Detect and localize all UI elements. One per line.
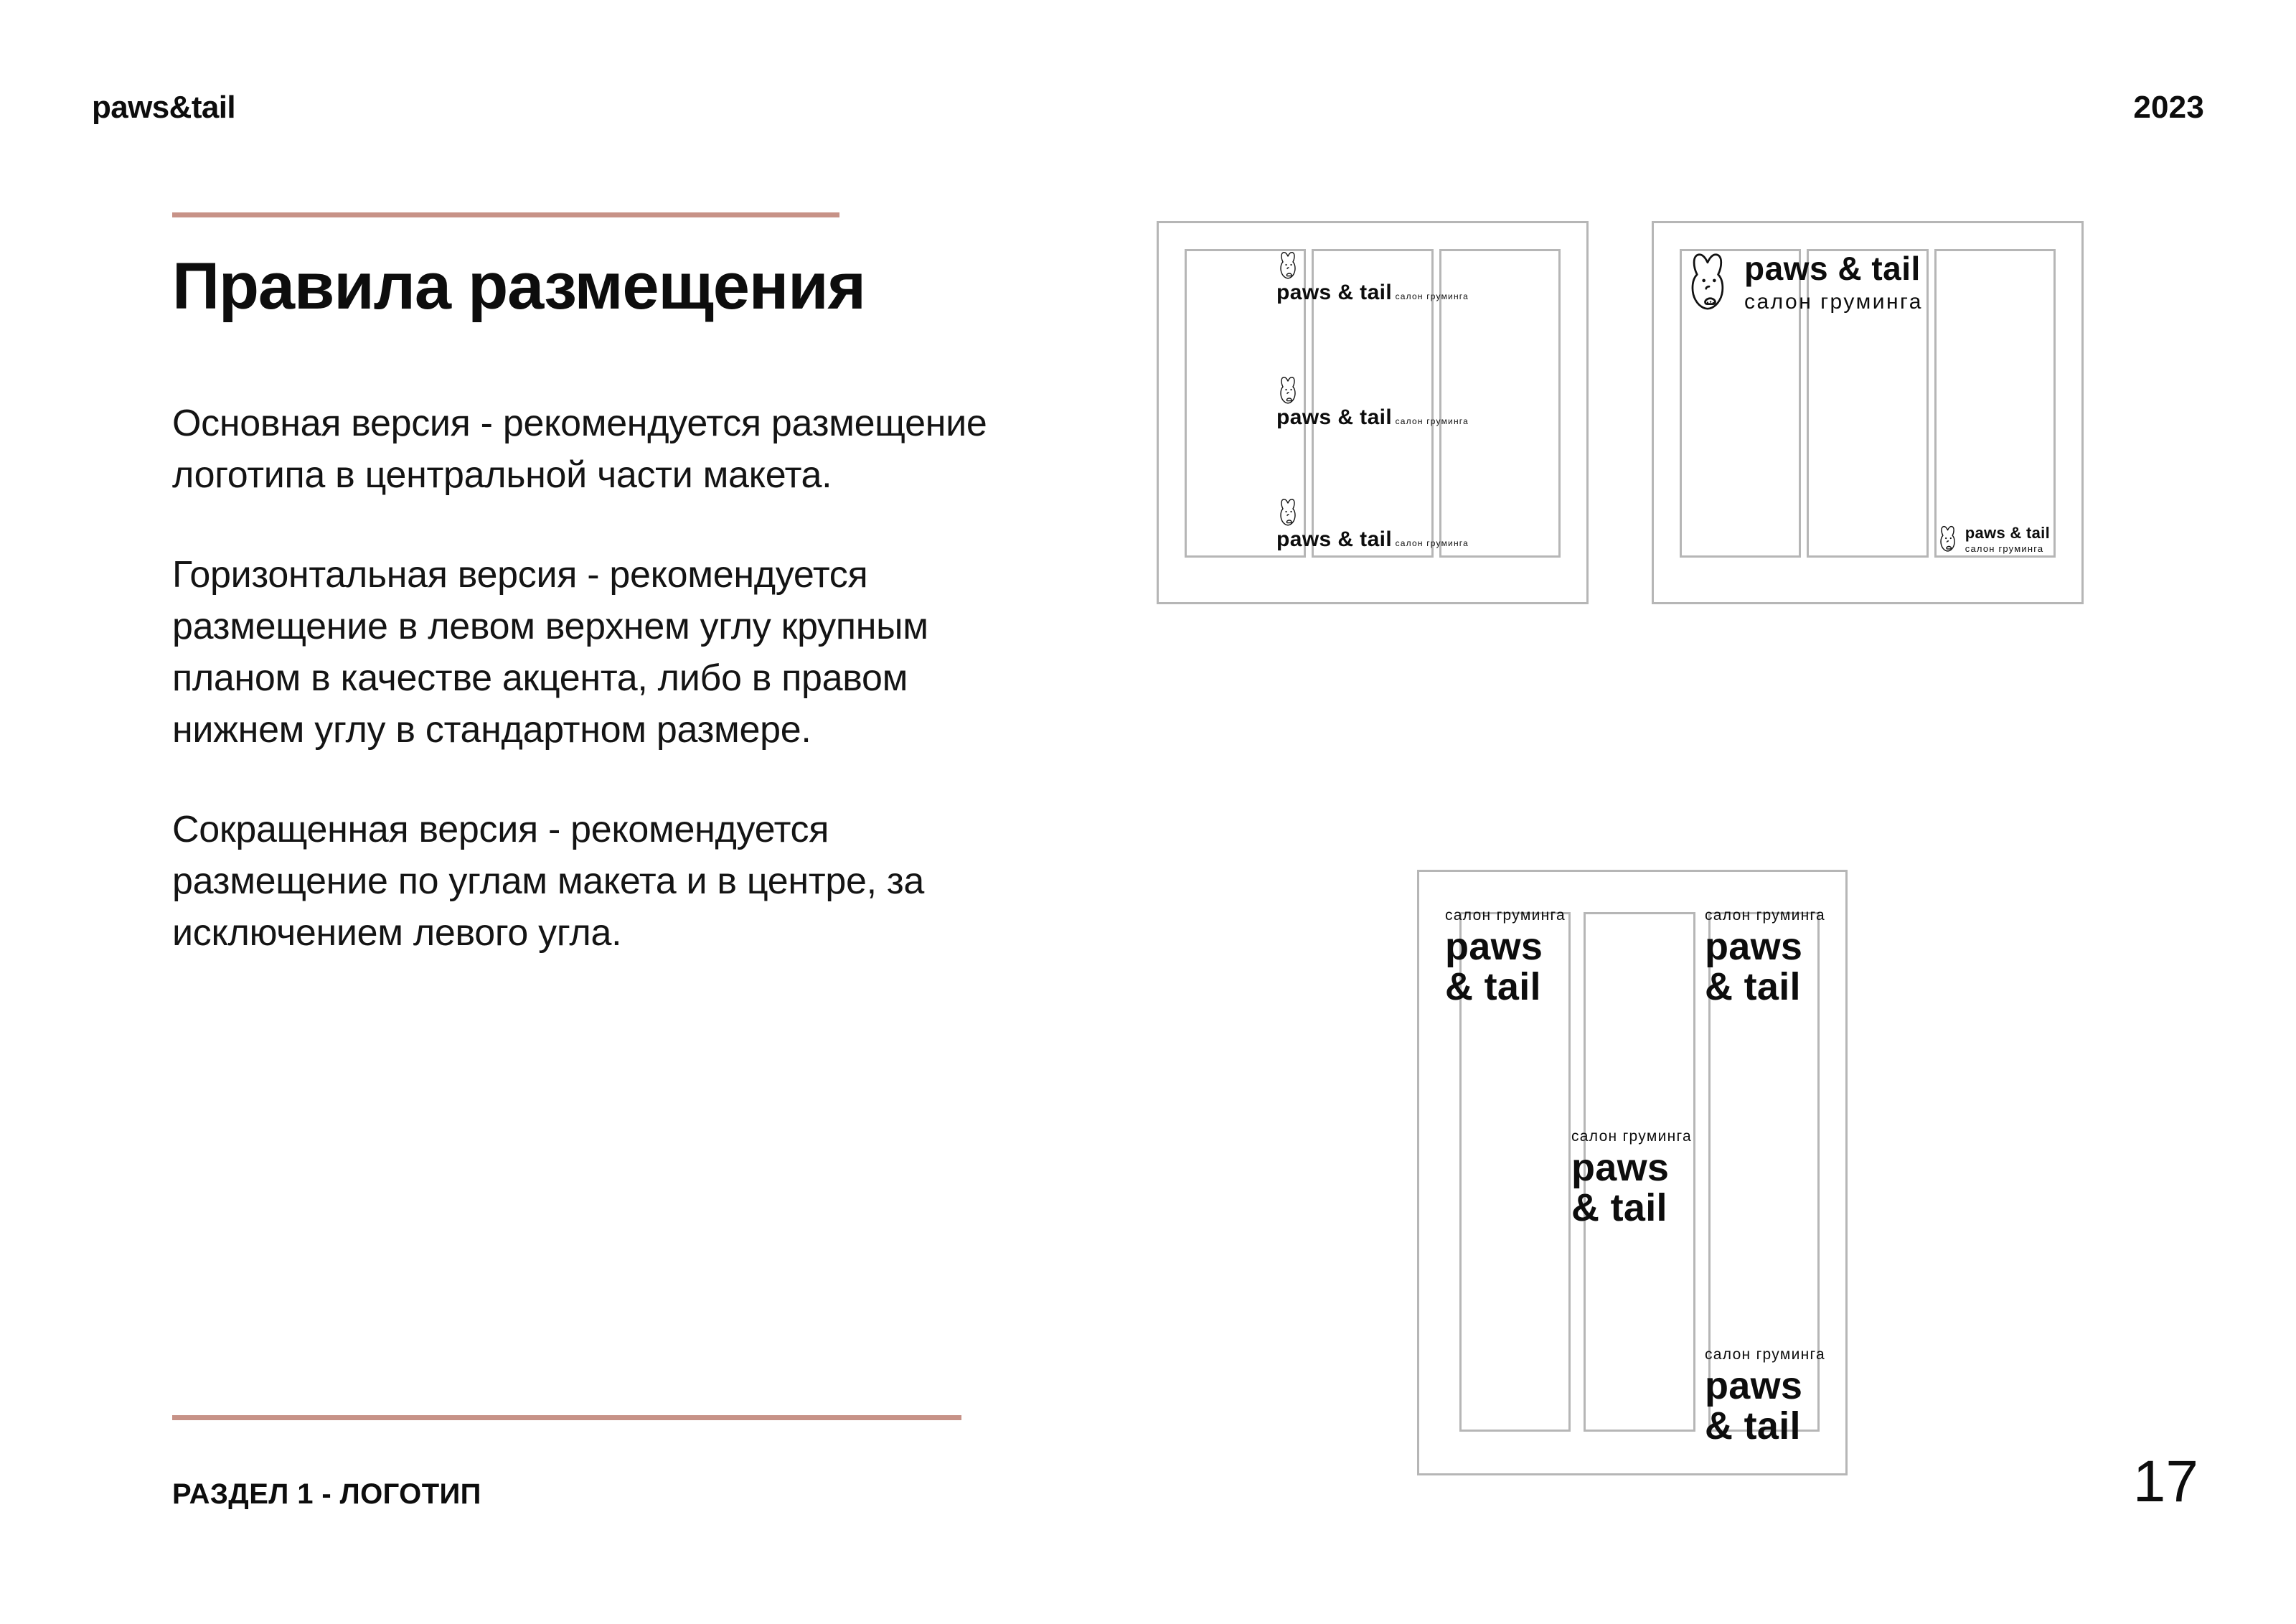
mockup-panel-compact-version bbox=[1417, 870, 1848, 1475]
logo-wordmark: paws & tail bbox=[1965, 523, 2050, 542]
logo-tagline: салон груминга bbox=[1395, 416, 1469, 426]
logo-tagline: салон груминга bbox=[1571, 1128, 1692, 1145]
logo-wordmark: paws & tail bbox=[1276, 405, 1393, 429]
logo-tagline: салон груминга bbox=[1965, 543, 2044, 554]
paragraph-primary-version: Основная версия - рекомендуется размещение логотипа в центральной части макета. bbox=[172, 402, 987, 496]
brand-mark: paws&tail bbox=[92, 90, 235, 125]
layout-column bbox=[1312, 249, 1433, 558]
logo-wordmark: paws & tail bbox=[1744, 249, 1921, 287]
logo-tagline: салон груминга bbox=[1395, 538, 1469, 548]
logo-wordmark-line-2: & tail bbox=[1445, 965, 1541, 1009]
layout-column bbox=[1708, 912, 1820, 1432]
logo-wordmark: paws & tail bbox=[1276, 281, 1393, 304]
logo-wordmark-line-2: & tail bbox=[1705, 1404, 1801, 1448]
layout-column bbox=[1459, 912, 1571, 1432]
footer-divider-rule bbox=[172, 1415, 961, 1420]
mockup-panel-horizontal-version bbox=[1652, 221, 2084, 604]
logo-wordmark-line-1: paws bbox=[1445, 925, 1543, 968]
layout-column bbox=[1584, 912, 1695, 1432]
paragraph-horizontal-version: Горизонтальная версия - рекомендуется размещение в левом верхнем углу крупным планом в качестве акцента, либо в правом нижнем углу в стандартном размере. bbox=[172, 554, 928, 751]
year-label: 2023 bbox=[2133, 90, 2204, 125]
layout-column bbox=[1185, 249, 1306, 558]
content-column bbox=[172, 212, 1004, 959]
paragraph-compact-version: Сокращенная версия - рекомендуется размещение по углам макета и в центре, за исключением левого угла. bbox=[172, 809, 925, 954]
page-number: 17 bbox=[2132, 1449, 2198, 1514]
logo-wordmark-line-2: & tail bbox=[1571, 1186, 1667, 1230]
layout-column bbox=[1680, 249, 1801, 558]
logo-tagline: салон груминга bbox=[1744, 289, 1923, 314]
layout-column bbox=[1934, 249, 2056, 558]
logo-wordmark-line-2: & tail bbox=[1705, 965, 1801, 1009]
logo-tagline: салон груминга bbox=[1395, 291, 1469, 301]
logo-wordmark-line-1: paws bbox=[1705, 925, 1803, 968]
logo-wordmark: paws & tail bbox=[1276, 527, 1393, 551]
mockup-panel-vertical-version bbox=[1157, 221, 1589, 604]
page-title: Правила размещения bbox=[172, 250, 865, 323]
title-divider-rule bbox=[172, 212, 839, 217]
layout-column bbox=[1439, 249, 1561, 558]
logo-tagline: салон груминга bbox=[1445, 907, 1566, 924]
logo-wordmark-line-1: paws bbox=[1571, 1146, 1670, 1189]
logo-tagline: салон груминга bbox=[1705, 1346, 1825, 1363]
logo-wordmark-line-1: paws bbox=[1705, 1364, 1803, 1407]
section-label: РАЗДЕЛ 1 - ЛОГОТИП bbox=[172, 1478, 481, 1510]
logo-tagline: салон груминга bbox=[1705, 907, 1825, 924]
layout-column bbox=[1807, 249, 1928, 558]
